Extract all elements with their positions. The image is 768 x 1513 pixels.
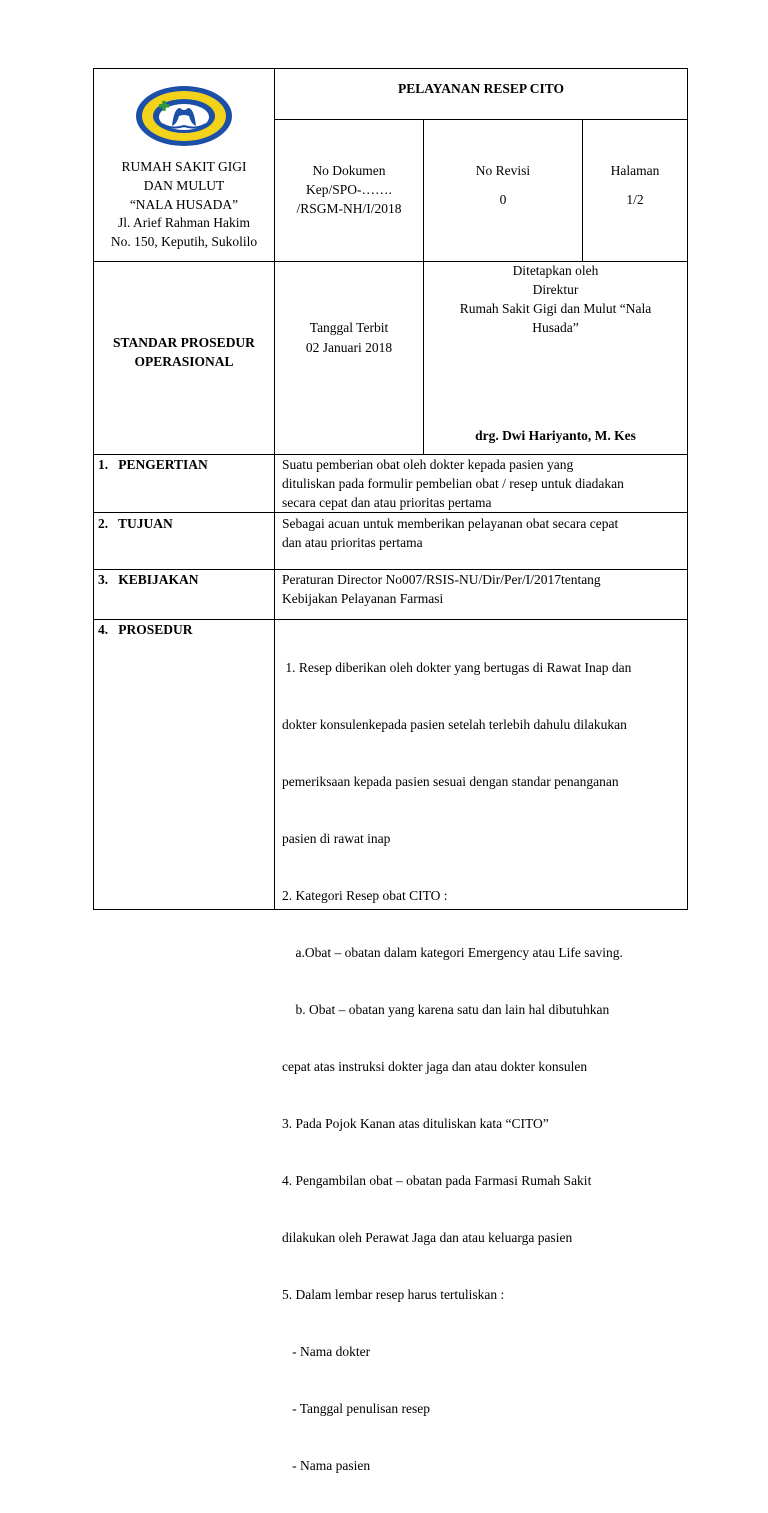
prosedur-line: 3. Pada Pojok Kanan atas dituliskan kata “CITO” [282,1116,549,1131]
page-label: Halaman [610,163,660,178]
prosedur-line: 4. Pengambilan obat – obatan pada Farmasi Rumah Sakit [282,1173,592,1188]
prosedur-line: 2. Kategori Resep obat CITO : [282,888,448,903]
kebijakan-line: Kebijakan Pelayanan Farmasi [282,591,444,606]
hospital-address-line2: No. 150, Keputih, Sukolilo [110,234,258,249]
approved-by-line3: Rumah Sakit Gigi dan Mulut “Nala [459,301,652,316]
hospital-address-line1: Jl. Arief Rahman Hakim [118,215,250,230]
prosedur-line: - Nama pasien [282,1458,371,1473]
prosedur-line: cepat atas instruksi dokter jaga dan atau dokter konsulen [282,1059,588,1074]
tujuan-line: dan atau prioritas pertama [282,535,423,550]
date-cell [274,261,424,455]
prosedur-line: - Tanggal penulisan resep [282,1401,431,1416]
prosedur-text [282,620,682,1513]
section-label-tujuan: 2. TUJUAN [98,516,173,531]
tujuan-line: Sebagai acuan untuk memberikan pelayanan obat secara cepat [282,516,619,531]
section-label-prosedur: 4. PROSEDUR [98,622,193,637]
prosedur-line: pasien di rawat inap [282,831,391,846]
prosedur-line: 1. Resep diberikan oleh dokter yang bertugas di Rawat Inap dan [282,660,632,675]
issue-date-label: Tanggal Terbit [309,320,389,335]
prosedur-line: - Nama dokter [282,1344,371,1359]
doc-number-line2: Kep/SPO-……. [306,182,392,197]
sop-title-line1: STANDAR PROSEDUR [113,335,255,350]
document-title: PELAYANAN RESEP CITO [397,81,565,96]
pengertian-line: dituliskan pada formulir pembelian obat / resep untuk diadakan [282,476,624,491]
hospital-name-line3: “NALA HUSADA” [129,197,239,212]
prosedur-line: 5. Dalam lembar resep harus tertuliskan : [282,1287,505,1302]
pengertian-line: secara cepat dan atau prioritas pertama [282,495,492,510]
prosedur-line: dokter konsulenkepada pasien setelah terlebih dahulu dilakukan [282,717,627,732]
sop-title-line2: OPERASIONAL [134,354,234,369]
doc-number-line3: /RSGM-NH/I/2018 [296,201,402,216]
kebijakan-line: Peraturan Director No007/RSIS-NU/Dir/Per/I/2017tentang [282,572,601,587]
prosedur-line: a.Obat – obatan dalam kategori Emergency atau Life saving. [282,945,623,960]
kebijakan-text [282,570,682,608]
doc-number-label: No Dokumen [312,163,386,178]
hospital-logo-icon [134,84,234,148]
section-label-kebijakan: 3. KEBIJAKAN [98,572,199,587]
prosedur-line: dilakukan oleh Perawat Jaga dan atau keluarga pasien [282,1230,573,1245]
revision-value: 0 [499,192,507,207]
section-label-pengertian: 1. PENGERTIAN [98,457,208,472]
tujuan-text [282,514,682,552]
hospital-name-line2: DAN MULUT [143,178,225,193]
signer-name: drg. Dwi Hariyanto, M. Kes [475,428,636,443]
approved-by-line1: Ditetapkan oleh [512,263,599,278]
approved-by-line2: Direktur [532,282,579,297]
pengertian-line: Suatu pemberian obat oleh dokter kepada pasien yang [282,457,574,472]
issue-date-value: 02 Januari 2018 [305,340,393,355]
approved-by-line4: Husada” [532,320,579,335]
page-value: 1/2 [626,192,644,207]
row-prosedur-label [93,619,275,910]
revision-label: No Revisi [475,163,531,178]
prosedur-line: b. Obat – obatan yang karena satu dan lain hal dibutuhkan [282,1002,610,1017]
hospital-name-line1: RUMAH SAKIT GIGI [121,159,247,174]
pengertian-text [282,455,682,512]
prosedur-line: pemeriksaan kepada pasien sesuai dengan standar penanganan [282,774,619,789]
